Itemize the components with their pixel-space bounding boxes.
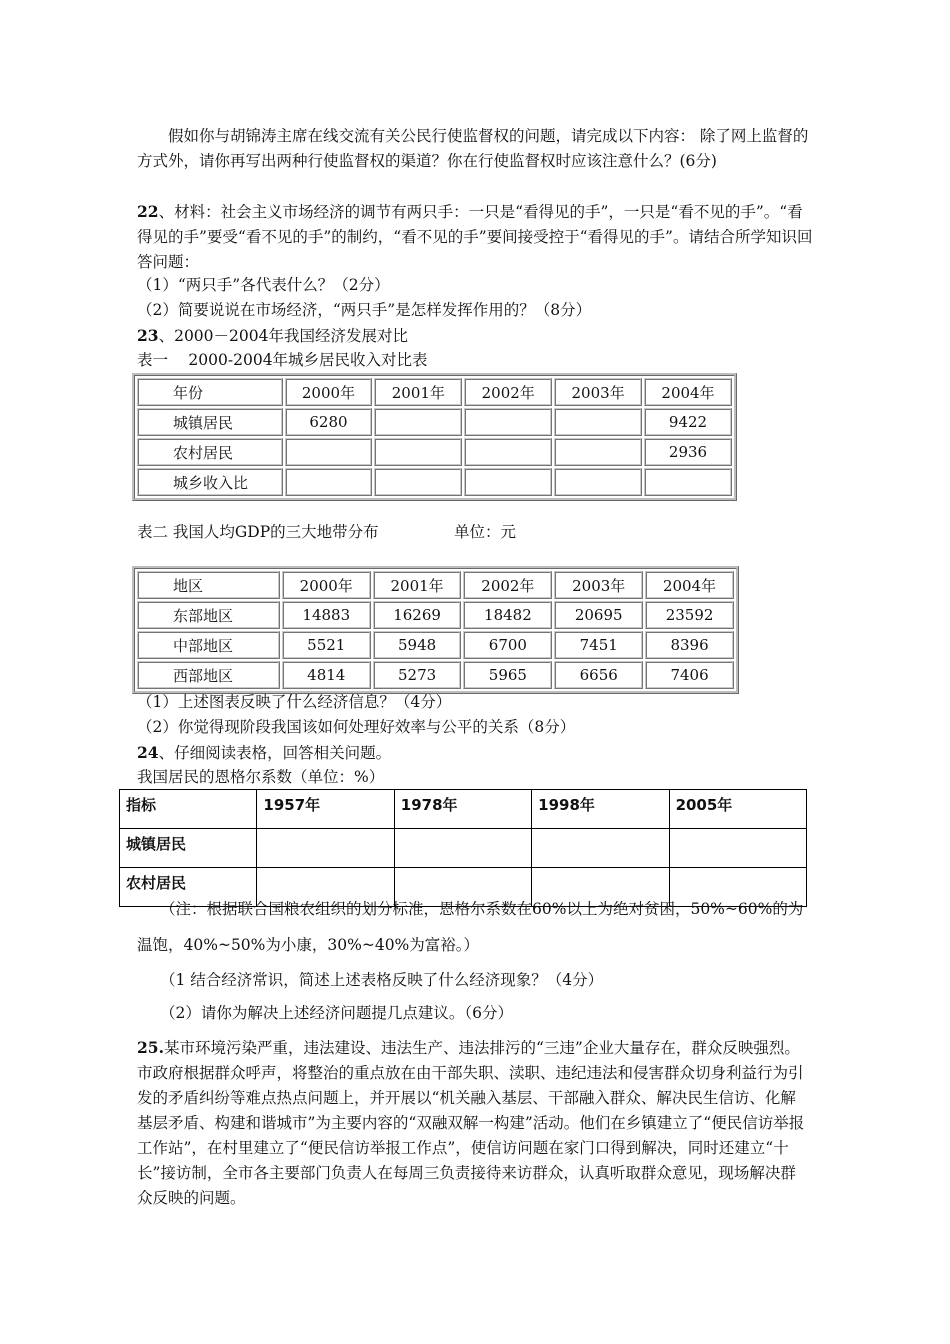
table-cell — [532, 829, 669, 868]
table-cell: 东部地区 — [137, 601, 280, 629]
table-cell — [374, 408, 462, 436]
table-header-cell: 1978年 — [394, 790, 531, 829]
table-header-cell: 1957年 — [257, 790, 394, 829]
income-table — [132, 373, 737, 501]
table-cell — [644, 468, 732, 496]
table-header-cell: 2003年 — [554, 571, 643, 599]
table-row — [137, 468, 732, 496]
table-row — [137, 408, 732, 436]
table-header-cell: 指标 — [120, 790, 257, 829]
table-header-row — [137, 571, 734, 599]
table-row — [137, 661, 734, 689]
table-cell — [285, 438, 373, 466]
q23-sub2: （2）你觉得现阶段我国该如何处理好效率与公平的关系（8分） — [137, 718, 576, 736]
table-header-cell: 2003年 — [554, 378, 642, 406]
table-header-cell: 2001年 — [373, 571, 462, 599]
table-cell: 5965 — [463, 661, 552, 689]
question-text: 某市环境污染严重，违法建设、违法生产、违法排污的“三违”企业大量存在，群众反映强烈。市政府根据群众呼声，将整治的重点放在由干部失职、渎职、违纪违法和侵害群众切身利益行为引发的矛盾纠纷等难点热点问题上，并开展以“机关融入基层、干部融入群众、解决民生信访、化解基层矛盾、构建和谐城市”为主要内容的“双融双解一构建”活动。他们在乡镇建立了“便民信访举报工作站”，在村里建立了“便民信访举报工作点”，使信访问题在家门口得到解决，同时还建立“十长”接访制，全市各主要部门负责人在每周三负责接待来访群众，认真听取群众意见，现场解决群众反映的问题。 — [137, 1039, 805, 1207]
table-header-cell: 2004年 — [645, 571, 734, 599]
table-cell: 2936 — [644, 438, 732, 466]
table-cell — [669, 829, 806, 868]
table-header-cell: 2000年 — [282, 571, 371, 599]
table-cell — [394, 829, 531, 868]
table-row — [137, 438, 732, 466]
question-text: 、2000－2004年我国经济发展对比 — [158, 327, 408, 345]
table-header-row — [120, 790, 807, 829]
intro-paragraph: 假如你与胡锦涛主席在线交流有关公民行使监督权的问题，请完成以下内容： 除了网上监督的方式外，请你再写出两种行使监督权的渠道？你在行使监督权时应该注意什么？(6分) — [137, 127, 809, 170]
table-cell — [554, 438, 642, 466]
table-header-cell: 2005年 — [669, 790, 806, 829]
table-cell: 5521 — [282, 631, 371, 659]
table-cell: 20695 — [554, 601, 643, 629]
table-cell: 农村居民 — [120, 868, 257, 907]
table-header-cell: 年份 — [137, 378, 283, 406]
table-cell: 农村居民 — [137, 438, 283, 466]
table-cell — [464, 438, 552, 466]
question-25 — [137, 1035, 809, 1211]
question-text: 、材料：社会主义市场经济的调节有两只手：一只是“看得见的手”，一只是“看不见的手”。“看得见的手”要受“看不见的手”的制约，“看不见的手”要间接受控于“看得见的手”。请结合所学知识回答问题： — [137, 203, 813, 271]
table-cell: 7406 — [645, 661, 734, 689]
table-cell: 16269 — [373, 601, 462, 629]
table-header-cell: 2002年 — [464, 378, 552, 406]
engel-table — [119, 789, 807, 907]
table-cell: 城乡收入比 — [137, 468, 283, 496]
table-cell — [374, 438, 462, 466]
table-cell: 9422 — [644, 408, 732, 436]
table-cell — [464, 468, 552, 496]
table-cell — [374, 468, 462, 496]
q22-sub2: （2）简要说说在市场经济，“两只手”是怎样发挥作用的？（8分） — [137, 301, 592, 319]
table-row — [137, 601, 734, 629]
question-22 — [137, 199, 817, 275]
question-23 — [137, 323, 817, 349]
table1-caption: 表一 2000-2004年城乡居民收入对比表 — [137, 351, 428, 369]
question-number: 25. — [137, 1038, 164, 1057]
table-cell: 6700 — [463, 631, 552, 659]
q24-sub2: （2）请你为解决上述经济问题提几点建议。（6分） — [160, 1004, 513, 1022]
table-cell — [285, 468, 373, 496]
q22-sub1: （1）“两只手”各代表什么？（2分） — [137, 276, 390, 294]
table-header-cell: 2004年 — [644, 378, 732, 406]
table-header-row — [137, 378, 732, 406]
table-row — [137, 631, 734, 659]
table-cell: 23592 — [645, 601, 734, 629]
question-number: 24 — [137, 743, 159, 762]
table-header-cell: 2001年 — [374, 378, 462, 406]
table-cell: 7451 — [554, 631, 643, 659]
question-number: 22 — [137, 202, 159, 221]
table-cell: 6656 — [554, 661, 643, 689]
table-cell: 6280 — [285, 408, 373, 436]
table-cell: 中部地区 — [137, 631, 280, 659]
engel-note-line2: 温饱，40%~50%为小康，30%~40%为富裕。） — [137, 936, 480, 954]
table-cell: 5948 — [373, 631, 462, 659]
table-cell — [464, 408, 552, 436]
table-cell: 城镇居民 — [120, 829, 257, 868]
table-header-cell: 2002年 — [463, 571, 552, 599]
gdp-table — [132, 566, 739, 694]
table2-caption: 表二 我国人均GDP的三大地带分布 — [137, 523, 379, 541]
table-cell: 14883 — [282, 601, 371, 629]
question-number: 23 — [137, 326, 159, 345]
question-24 — [137, 740, 817, 766]
table-cell: 西部地区 — [137, 661, 280, 689]
table-cell: 4814 — [282, 661, 371, 689]
table-row — [120, 829, 807, 868]
table2-unit: 单位：元 — [454, 523, 517, 541]
table-cell: 5273 — [373, 661, 462, 689]
table-cell: 18482 — [463, 601, 552, 629]
table-cell: 城镇居民 — [137, 408, 283, 436]
table-header-cell: 1998年 — [532, 790, 669, 829]
table-cell — [554, 468, 642, 496]
table-header-cell: 2000年 — [285, 378, 373, 406]
table-cell — [554, 408, 642, 436]
q23-sub1: （1）上述图表反映了什么经济信息？（4分） — [137, 693, 452, 711]
table-cell — [257, 829, 394, 868]
question-text: 、仔细阅读表格，回答相关问题。 — [158, 744, 392, 762]
table-cell: 8396 — [645, 631, 734, 659]
q24-sub1: （1 结合经济常识，简述上述表格反映了什么经济现象？（4分） — [160, 971, 604, 989]
engel-note-line1: （注：根据联合国粮农组织的划分标准，恩格尔系数在60%以上为绝对贫困，50%~60%的为 — [160, 900, 804, 918]
table-header-cell: 地区 — [137, 571, 280, 599]
engel-caption: 我国居民的恩格尔系数（单位：%） — [137, 768, 385, 786]
